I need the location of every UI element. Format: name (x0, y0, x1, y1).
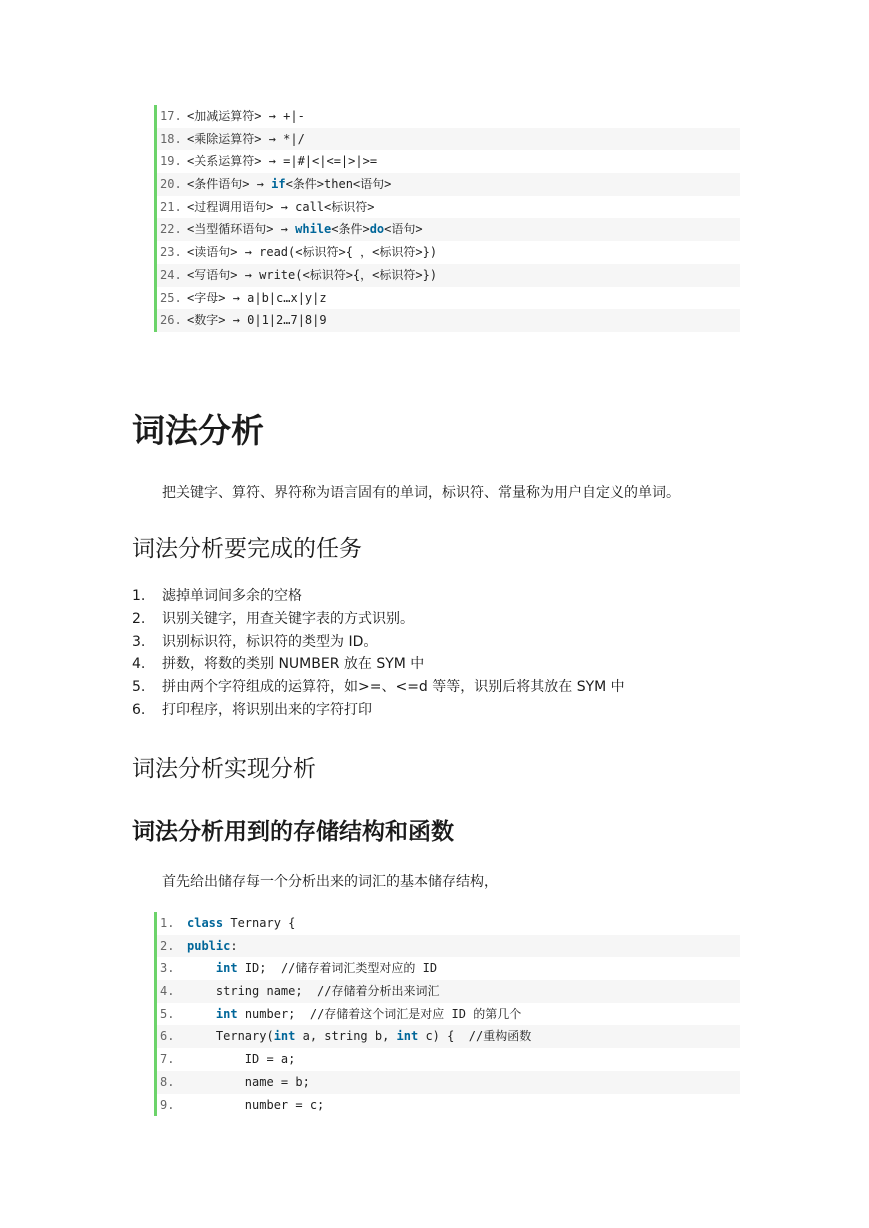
list-number: 6. (132, 701, 146, 718)
code-text (187, 309, 327, 332)
code-token: <字母> → a|b|c…x|y|z (187, 290, 327, 305)
code-keyword: int (396, 1029, 419, 1044)
list-number: 3. (132, 633, 146, 650)
code-keyword: int (215, 961, 238, 976)
line-number: 17. (160, 109, 182, 123)
code-token: <读语句> → read(<标识符>{ ，<标识符>}) (187, 245, 438, 260)
line-number: 5. (160, 1006, 175, 1021)
code-token: <语句> (384, 222, 423, 237)
code-text (187, 980, 440, 1003)
code-token: <条件>then<语句> (285, 177, 392, 192)
code-token: <数字> → 0|1|2…7|8|9 (187, 313, 327, 328)
line-number: 21. (160, 199, 182, 214)
list-text: 识别关键字，用查关键字表的方式识别。 (162, 610, 414, 627)
list-item (132, 676, 625, 699)
code-token: Ternary { (223, 916, 296, 930)
code-token: <过程调用语句> → call<标识符> (187, 199, 375, 214)
code-keyword: public (187, 938, 231, 953)
code-token: <当型循环语句> → (187, 222, 296, 237)
list-number: 1. (132, 588, 146, 604)
line-number: 23. (160, 245, 182, 260)
list-item (132, 631, 625, 654)
line-number: 3. (160, 961, 175, 976)
code-text (187, 241, 437, 264)
code-line (157, 241, 740, 264)
line-number: 1. (160, 916, 175, 930)
list-text: 拼由两个字符组成的运算符，如>=、<=d 等等，识别后将其放在 SYM 中 (162, 679, 625, 696)
code-line (157, 1003, 740, 1026)
line-number: 4. (160, 984, 175, 999)
code-token: <关系运算符> → =|#|<|<=|>|>= (187, 154, 378, 169)
code-line (157, 957, 740, 980)
list-number: 2. (132, 610, 146, 627)
code-line (157, 1048, 740, 1071)
code-text (187, 912, 295, 935)
heading-storage: 词法分析用到的存储结构和函数 (132, 819, 454, 845)
storage-paragraph: 首先给出储存每一个分析出来的词汇的基本储存结构， (162, 874, 498, 890)
code-keyword: do (369, 222, 385, 237)
code-token: <加减运算符> → +|- (187, 109, 305, 123)
code-line (157, 218, 740, 241)
code-text (187, 1025, 531, 1048)
list-text: 拼数，将数的类别 NUMBER 放在 SYM 中 (162, 656, 425, 673)
code-token: Ternary( (187, 1029, 274, 1044)
code-token: : (230, 938, 238, 953)
code-text (187, 1071, 310, 1094)
code-token: number = c; (187, 1097, 325, 1112)
code-keyword: int (273, 1029, 296, 1044)
line-number: 25. (160, 290, 182, 305)
list-text: 滤掉单词间多余的空格 (162, 588, 302, 604)
code-text (187, 105, 305, 128)
code-line (157, 309, 740, 332)
code-line (157, 912, 740, 935)
code-text (187, 957, 437, 980)
code-keyword: class (187, 916, 224, 930)
list-text: 打印程序，将识别出来的字符打印 (162, 701, 372, 718)
code-line (157, 1094, 740, 1117)
code-text (187, 173, 391, 196)
line-number: 20. (160, 177, 182, 192)
line-number: 26. (160, 313, 182, 328)
code-line (157, 173, 740, 196)
code-text (187, 1048, 295, 1071)
code-text (187, 196, 374, 219)
list-number: 5. (132, 679, 146, 696)
list-item (132, 653, 625, 676)
list-item (132, 608, 625, 631)
line-number: 19. (160, 154, 182, 169)
line-number: 6. (160, 1029, 175, 1044)
class-code-block (154, 912, 740, 1116)
list-text: 识别标识符，标识符的类型为 ID。 (162, 633, 378, 650)
intro-paragraph: 把关键字、算符、界符称为语言固有的单词，标识符、常量称为用户自定义的单词。 (162, 485, 680, 501)
line-number: 18. (160, 131, 182, 146)
line-number: 24. (160, 267, 182, 282)
line-number: 2. (160, 938, 175, 953)
code-text (187, 264, 437, 287)
code-line (157, 935, 740, 958)
line-number: 9. (160, 1097, 175, 1112)
grammar-code-block (154, 105, 740, 332)
list-number: 4. (132, 656, 146, 673)
code-text (187, 287, 327, 310)
code-line (157, 150, 740, 173)
code-line (157, 196, 740, 219)
code-token: <条件语句> → (187, 177, 272, 192)
list-item (132, 699, 625, 722)
code-text (187, 218, 423, 241)
code-token: ID = a; (187, 1052, 296, 1067)
code-token: a, string b, (295, 1029, 397, 1044)
code-line (157, 287, 740, 310)
code-keyword: while (295, 222, 332, 237)
code-keyword: if (271, 177, 286, 192)
code-token (187, 961, 216, 975)
list-item (132, 585, 625, 608)
code-line (157, 1071, 740, 1094)
code-line (157, 1025, 740, 1048)
task-list (132, 585, 625, 722)
code-token: string name; //存储着分析出来词汇 (187, 984, 440, 999)
code-keyword: int (215, 1006, 238, 1021)
heading-tasks: 词法分析要完成的任务 (132, 536, 362, 562)
code-text (187, 1003, 521, 1026)
code-token: ID; //储存着词汇类型对应的 ID (237, 961, 438, 976)
heading-lexical-analysis: 词法分析 (132, 411, 264, 450)
code-token: <条件> (331, 222, 370, 237)
code-line (157, 980, 740, 1003)
heading-implementation: 词法分析实现分析 (132, 756, 316, 782)
line-number: 7. (160, 1052, 175, 1067)
code-token: name = b; (187, 1074, 310, 1089)
line-number: 22. (160, 222, 182, 237)
code-text (187, 1094, 324, 1117)
code-text (187, 128, 305, 151)
code-line (157, 264, 740, 287)
code-token: number; //存储着这个词汇是对应 ID 的第几个 (237, 1006, 522, 1021)
line-number: 8. (160, 1074, 175, 1089)
code-token: c) { //重构函数 (418, 1029, 532, 1044)
code-token: <乘除运算符> → *|/ (187, 131, 305, 146)
code-token (187, 1007, 216, 1021)
code-text (187, 935, 238, 958)
code-text (187, 150, 377, 173)
code-line (157, 128, 740, 151)
code-line (157, 105, 740, 128)
code-token: <写语句> → write(<标识符>{，<标识符>}) (187, 267, 438, 282)
